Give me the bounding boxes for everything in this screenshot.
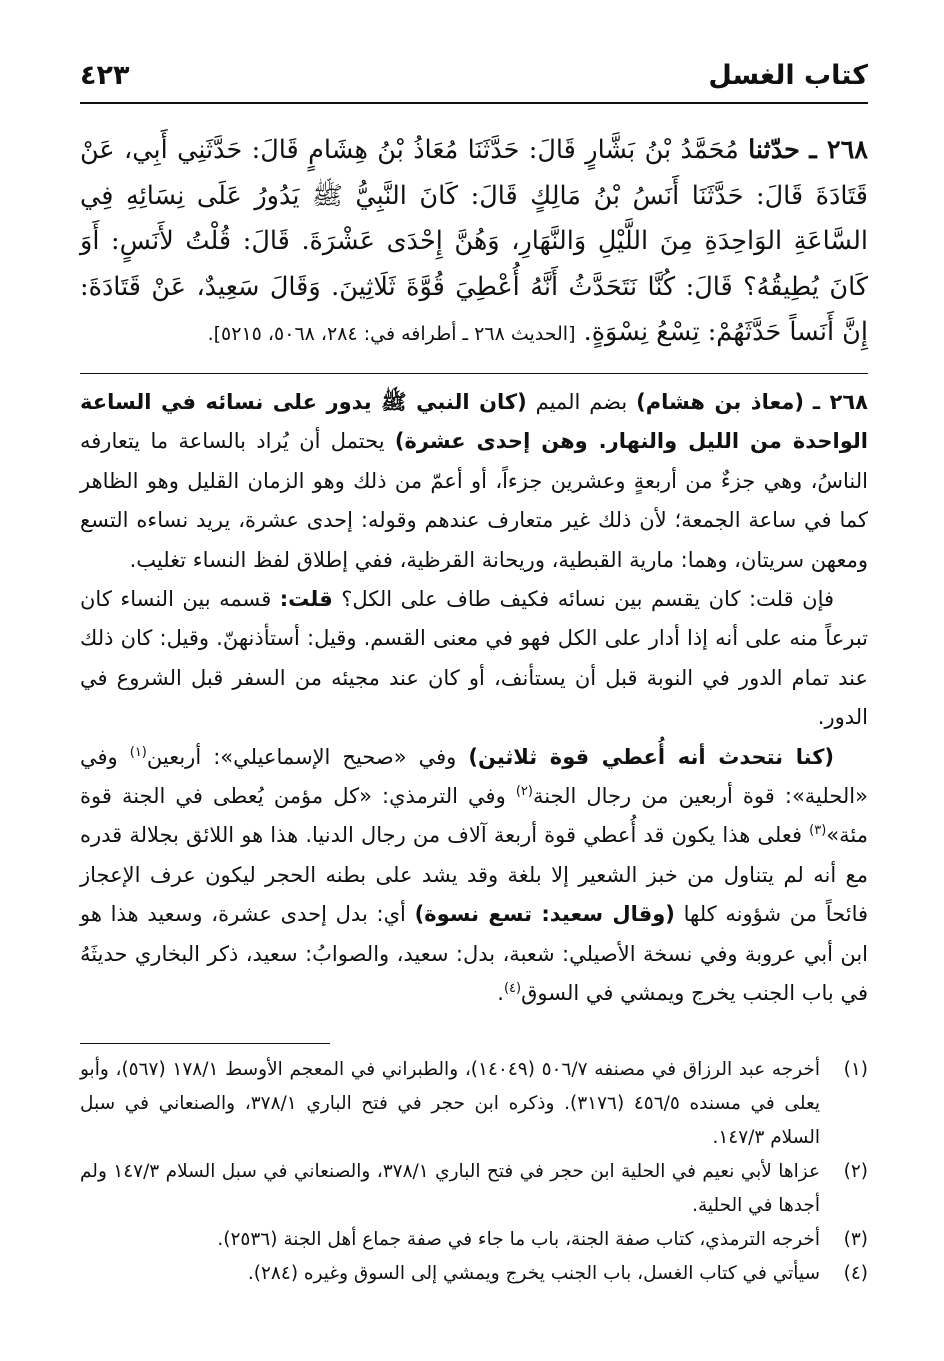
footnote-number: (١)	[843, 1059, 868, 1080]
hadith-reference: [الحديث ٢٦٨ ـ أطرافه في: ٢٨٤، ٥٠٦٨، ٥٢١٥].	[207, 323, 576, 345]
footnote-text: عزاها لأبي نعيم في الحلية ابن حجر في فتح الباري ٣٧٨/١، والصنعاني في سبل السلام ١٤٧/٣ ولم أجدها في الحلية.	[80, 1161, 820, 1216]
commentary-text: بضم الميم	[526, 390, 637, 414]
footnote-text: سيأتي في كتاب الغسل، باب الجنب يخرج ويمشي إلى السوق وغيره (٢٨٤).	[247, 1263, 820, 1284]
running-title: كتاب الغسل	[708, 60, 868, 91]
commentary-paragraph	[80, 738, 868, 1014]
page-header	[80, 58, 868, 104]
commentary-paragraph	[80, 580, 868, 738]
footnote-number: (٢)	[843, 1161, 868, 1182]
hadith-lead: حدّثنا	[748, 135, 800, 165]
footnote-number: (٤)	[843, 1263, 868, 1284]
hadith-body: مُحَمَّدُ بْنُ بَشَّارٍ قَالَ: حَدَّثَنَا مُعَاذُ بْنُ هِشَامٍ قَالَ: حَدَّثَنِي أَبِي، عَنْ قَتَادَةَ قَالَ: حَدَّثَنَا أَنَسُ بْنُ مَالِكٍ قَالَ: كَانَ النَّبِيُّ ﷺ يَدُورُ عَلَى نِسَائِهِ فِي السَّاعَةِ الوَاحِدَةِ مِنَ اللَّيْلِ وَالنَّهَارِ، وَهُنَّ إِحْدَى عَشْرَةَ. قَالَ: قُلْتُ لأَنَسٍ: أَوَ كَانَ يُطِيقُهُ؟ قَالَ: كُنَّا نَتَحَدَّثُ أَنَّهُ أُعْطِيَ قُوَّةَ ثَلَاثِينَ. وَقَالَ سَعِيدٌ، عَنْ قَتَادَةَ: إِنَّ أَنَساً حَدَّثَهُمْ: تِسْعُ نِسْوَةٍ.	[80, 135, 868, 347]
footnote	[80, 1053, 868, 1155]
quoted-phrase: قلت:	[279, 587, 333, 612]
footnote-ref[interactable]: (٣)	[809, 823, 827, 839]
book-page	[80, 0, 868, 1361]
footnote-divider	[80, 1043, 330, 1044]
footnote-number: (٣)	[843, 1229, 868, 1250]
footnote	[80, 1257, 868, 1291]
hadith-text	[80, 128, 868, 358]
commentary	[80, 383, 868, 1014]
commentary-text: وفي «الحلية»: قوة أربعين من رجال الجنة	[80, 744, 868, 809]
footnotes	[80, 1053, 868, 1291]
quoted-phrase: (كان النبي ﷺ يدور على نسائه في الساعة الواحدة من الليل والنهار. وهن إحدى عشرة)	[80, 390, 868, 454]
footnote	[80, 1155, 868, 1223]
page-number: ٤٢٣	[80, 60, 130, 91]
footnote-ref[interactable]: (٤)	[503, 981, 522, 997]
footnote-ref[interactable]: (٢)	[515, 784, 533, 800]
quoted-phrase: (وقال سعيد: تسع نسوة)	[414, 902, 675, 927]
footnote-text: أخرجه عبد الرزاق في مصنفه ٥٠٦/٧ (١٤٠٤٩)، والطبراني في المعجم الأوسط ١٧٨/١ (٥٦٧)، وأبو يعلى في مسنده ٤٥٦/٥ (٣١٧٦). وذكره ابن حجر في فتح الباري ٣٧٨/١، والصنعاني في سبل السلام ١٤٧/٣.	[80, 1059, 821, 1148]
commentary-number: ٢٦٨ ـ	[812, 390, 868, 414]
section-divider	[80, 373, 868, 374]
commentary-text: .	[497, 981, 504, 1006]
footnote	[80, 1223, 868, 1257]
commentary-text: قسمه بين النساء كان تبرعاً منه على أنه إذا أدار على الكل فهو في معنى القسم. وقيل: أستأذنهنّ. وقيل: كان ذلك عند تمام الدور في النوبة قبل أن يستأنف، أو كان عند مجيئه من السفر قبل الشروع في الدور.	[80, 587, 868, 730]
commentary-text: فعلى هذا يكون قد أُعطي قوة أربعة آلاف من رجال الدنيا. هذا هو اللائق بجلالة قدره مع أنه لم يتناول من خبز الشعير إلا بلغة وقد يشد على بطنه الحجر ليكون عرف الإعجاز فائحاً من شؤونه كلها	[80, 823, 869, 927]
commentary-text: فإن قلت: كان يقسم بين نسائه فكيف طاف على الكل؟	[332, 587, 835, 612]
quoted-phrase: (معاذ بن هشام)	[636, 390, 804, 414]
footnote-ref[interactable]: (١)	[129, 744, 147, 760]
commentary-text: وفي «صحيح الإسماعيلي»: أربعين	[146, 744, 469, 769]
commentary-text: يحتمل أن يُراد بالساعة ما يتعارفه الناسُ، وهي جزءٌ من أربعةٍ وعشرين جزءاً، أو أعمّ من ذلك وهو الزمان القليل وهو الظاهر كما في ساعة الجمعة؛ لأن ذلك غير متعارف عندهم وقوله: إحدى عشرة، يريد نساءه التسع ومعهن سريتان، وهما: مارية القبطية، وريحانة القرظية، ففي إطلاق لفظ النساء تغليب.	[80, 429, 868, 572]
footnote-text: أخرجه الترمذي، كتاب صفة الجنة، باب ما جاء في صفة جماع أهل الجنة (٢٥٣٦).	[217, 1229, 820, 1250]
hadith-number: ٢٦٨ ـ	[809, 135, 868, 165]
commentary-text: وفي الترمذي: «كل مؤمن يُعطى في الجنة قوة مئة»	[80, 784, 868, 848]
commentary-paragraph	[80, 383, 868, 580]
quoted-phrase: (كنا نتحدث أنه أُعطي قوة ثلاثين)	[468, 744, 835, 769]
commentary-text: أي: بدل إحدى عشرة، وسعيد هذا هو ابن أبي عروبة وفي نسخة الأصيلي: شعبة، بدل: سعيد، والصوابُ: سعيد، ذكر البخاري حديثَهُ في باب الجنب يخرج ويمشي في السوق	[80, 902, 868, 1006]
